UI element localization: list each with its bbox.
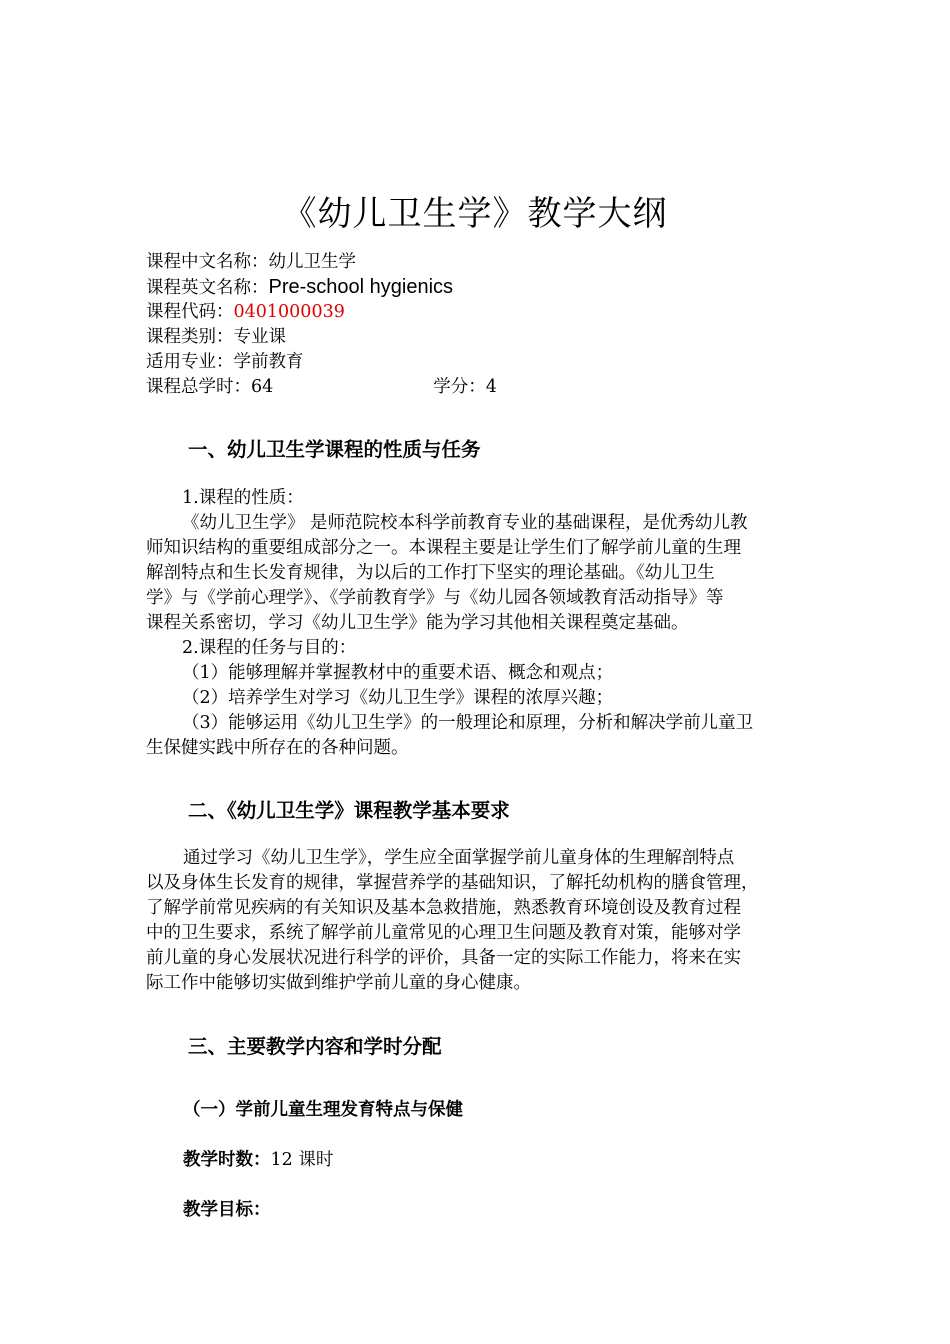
section1-line: 学》与《学前心理学》、《学前教育学》与《幼儿园各领域教育活动指导》等 xyxy=(146,588,724,608)
teaching-hours-label: 教学时数： xyxy=(183,1150,271,1170)
section1-line: 《幼儿卫生学》 是师范院校本科学前教育专业的基础课程，是优秀幼儿教 xyxy=(182,513,748,533)
section1-line: 2.课程的任务与目的： xyxy=(182,638,357,658)
section2-line: 中的卫生要求，系统了解学前儿童常见的心理卫生问题及教育对策，能够对学 xyxy=(146,923,741,943)
section1-line: （3）能够运用《幼儿卫生学》的一般理论和原理，分析和解决学前儿童卫 xyxy=(182,713,754,733)
section1-line: （1）能够理解并掌握教材中的重要术语、概念和观点； xyxy=(182,663,614,683)
section2-heading: 二、《幼儿卫生学》课程教学基本要求 xyxy=(188,799,510,822)
teaching-goal-label: 教学目标： xyxy=(183,1200,271,1220)
meta-credit xyxy=(433,375,497,400)
meta-name-en-value: Pre-school hygienics xyxy=(268,276,454,298)
section2-line: 通过学习《幼儿卫生学》，学生应全面掌握学前儿童身体的生理解剖特点 xyxy=(183,848,735,868)
meta-type-label: 课程类别： xyxy=(146,327,234,347)
meta-major xyxy=(146,350,497,375)
meta-credit-value: 4 xyxy=(485,377,497,397)
meta-hours-value: 64 xyxy=(251,377,274,397)
section2-line: 以及身体生长发育的规律，掌握营养学的基础知识，了解托幼机构的膳食管理， xyxy=(146,873,759,893)
section3-heading: 三、主要教学内容和学时分配 xyxy=(188,1035,442,1058)
teaching-goal xyxy=(183,1197,271,1223)
section1-body xyxy=(146,486,818,761)
meta-name-cn xyxy=(146,250,497,275)
section2-body xyxy=(146,846,818,996)
meta-name-en xyxy=(146,275,497,300)
meta-name-cn-label: 课程中文名称： xyxy=(146,252,269,272)
section2-line: 际工作中能够切实做到维护学前儿童的身心健康。 xyxy=(146,973,531,993)
meta-credit-label: 学分： xyxy=(433,377,486,397)
section1-line: 师知识结构的重要组成部分之一。本课程主要是让学生们了解学前儿童的生理 xyxy=(146,538,741,558)
meta-hours xyxy=(146,375,497,400)
section1-line: 生保健实践中所存在的各种问题。 xyxy=(146,738,409,758)
section1-line: 解剖特点和生长发育规律，为以后的工作打下坚实的理论基础。《幼儿卫生 xyxy=(146,563,715,583)
section1-line: 1.课程的性质： xyxy=(182,488,304,508)
section3-sub1-heading: （一）学前儿童生理发育特点与保健 xyxy=(183,1100,463,1120)
meta-name-cn-value: 幼儿卫生学 xyxy=(268,252,356,272)
section1-heading: 一、幼儿卫生学课程的性质与任务 xyxy=(188,438,481,461)
meta-name-en-label: 课程英文名称： xyxy=(146,278,269,298)
section2-line: 前儿童的身心发展状况进行科学的评价，具备一定的实际工作能力，将来在实 xyxy=(146,948,741,968)
meta-code xyxy=(146,300,497,325)
meta-hours-label: 课程总学时： xyxy=(146,377,251,397)
meta-major-label: 适用专业： xyxy=(146,352,234,372)
teaching-hours xyxy=(183,1147,333,1173)
section2-line: 了解学前常见疾病的有关知识及基本急救措施，熟悉教育环境创设及教育过程 xyxy=(146,898,741,918)
section1-line: 课程关系密切，学习《幼儿卫生学》能为学习其他相关课程奠定基础。 xyxy=(146,613,689,633)
section1-line: （2）培养学生对学习《幼儿卫生学》课程的浓厚兴趣； xyxy=(182,688,614,708)
course-meta xyxy=(146,250,497,400)
meta-code-value: 0401000039 xyxy=(233,302,345,322)
teaching-hours-value: 12 课时 xyxy=(270,1150,334,1170)
meta-major-value: 学前教育 xyxy=(233,352,304,372)
meta-type xyxy=(146,325,497,350)
meta-code-label: 课程代码： xyxy=(146,302,234,322)
meta-type-value: 专业课 xyxy=(233,327,286,347)
document-title: 《幼儿卫生学》教学大纲 xyxy=(282,194,668,234)
